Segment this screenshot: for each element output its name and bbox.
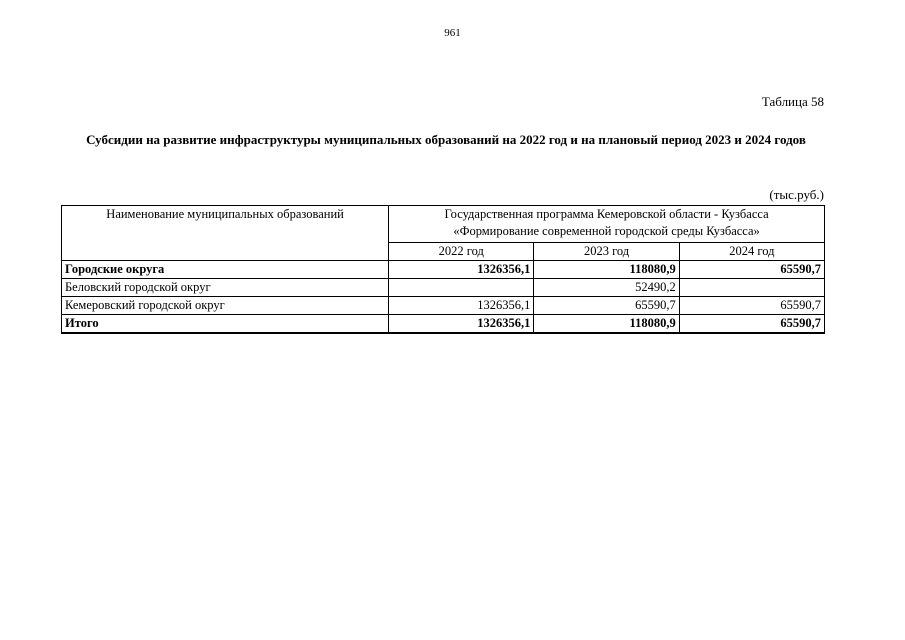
row-value-2023: 118080,9 — [534, 261, 679, 279]
row-value-2022: 1326356,1 — [389, 261, 534, 279]
row-value-2024: 65590,7 — [679, 261, 824, 279]
table-header-row — [62, 206, 825, 243]
table-row — [62, 279, 825, 297]
header-year-2023: 2023 год — [534, 243, 679, 261]
document-title: Субсидии на развитие инфраструктуры муниципальных образований на 2022 год и на плановый период 2023 и 2024 годов — [86, 132, 806, 147]
header-program-line1: Государственная программа Кемеровской области - Кузбасса — [444, 207, 769, 221]
row-value-2023: 118080,9 — [534, 315, 679, 334]
row-value-2023: 65590,7 — [534, 297, 679, 315]
row-value-2022: 1326356,1 — [389, 297, 534, 315]
row-value-2024 — [679, 279, 824, 297]
units-label: (тыс.руб.) — [769, 187, 824, 202]
row-value-2024: 65590,7 — [679, 315, 824, 334]
table-row — [62, 297, 825, 315]
header-municipality-name: Наименование муниципальных образований — [62, 206, 389, 261]
row-value-2022: 1326356,1 — [389, 315, 534, 334]
row-name: Беловский городской округ — [62, 279, 389, 297]
row-value-2023: 52490,2 — [534, 279, 679, 297]
header-year-2024: 2024 год — [679, 243, 824, 261]
table-row-total — [62, 315, 825, 334]
table-label: Таблица 58 — [761, 94, 824, 109]
subsidies-table — [61, 205, 825, 334]
row-name: Городские округа — [62, 261, 389, 279]
row-name: Кемеровский городской округ — [62, 297, 389, 315]
table-row — [62, 261, 825, 279]
page-number: 961 — [444, 27, 461, 39]
row-value-2022 — [389, 279, 534, 297]
row-name: Итого — [62, 315, 389, 334]
header-program-line2: «Формирование современной городской среды Кузбасса» — [453, 224, 760, 238]
header-year-2022: 2022 год — [389, 243, 534, 261]
header-program — [389, 206, 825, 243]
row-value-2024: 65590,7 — [679, 297, 824, 315]
